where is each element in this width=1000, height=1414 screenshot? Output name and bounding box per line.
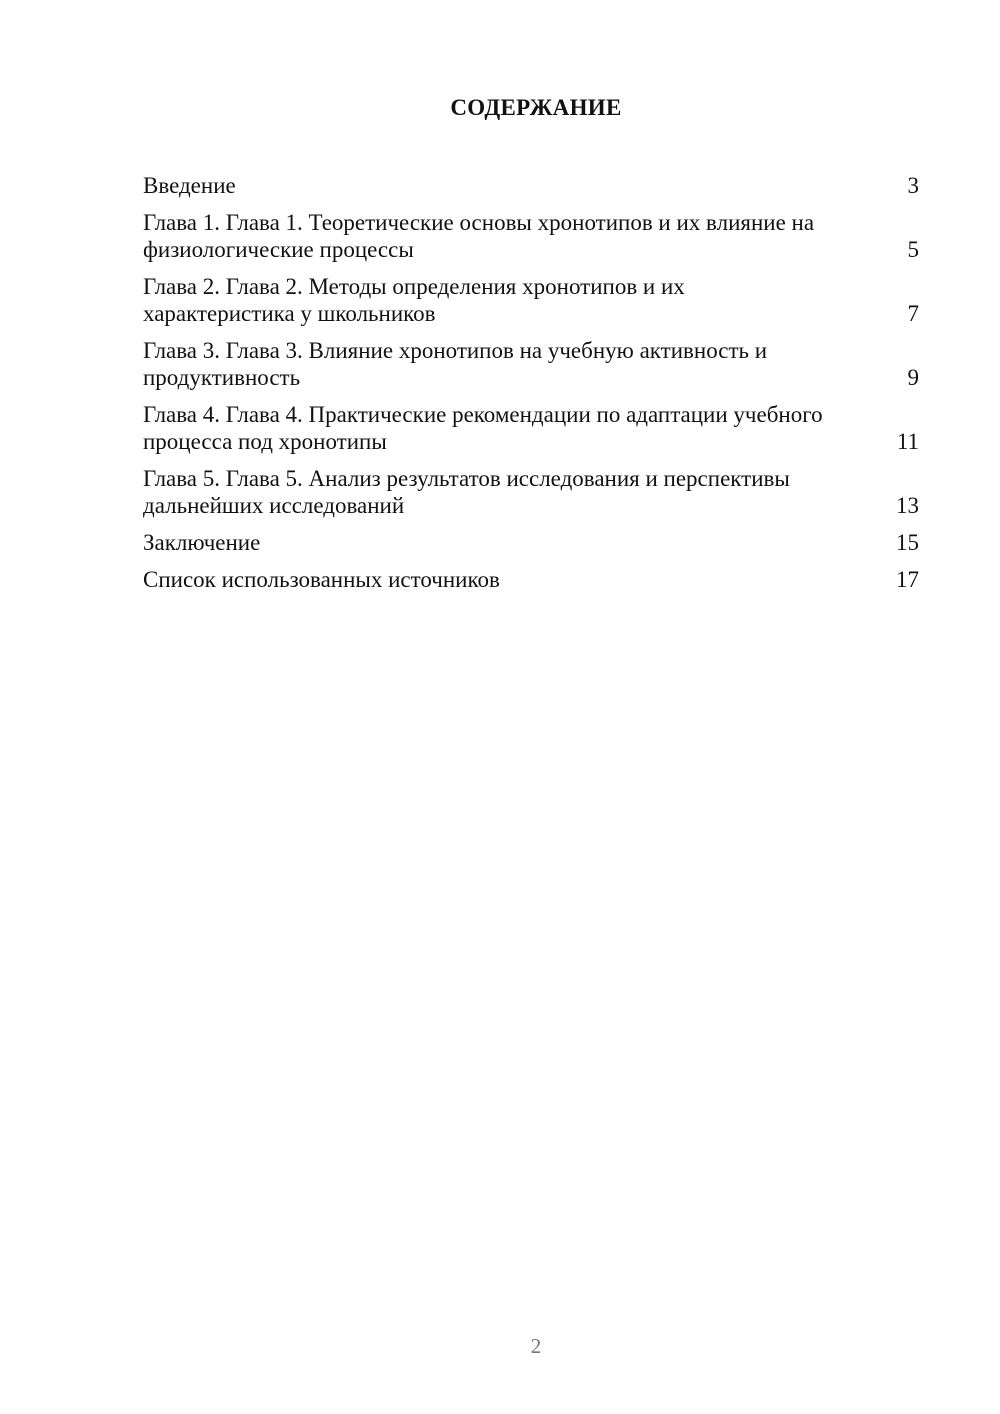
page-number: 2 xyxy=(530,1334,542,1358)
toc-entry-text: Глава 1. Глава 1. Теоретические основы хронотипов и их влияние на физиологические процессы xyxy=(143,210,815,262)
toc-entry-text: Глава 3. Глава 3. Влияние хронотипов на учебную активность и продуктивность xyxy=(143,338,768,390)
toc-entry-text: Глава 4. Глава 4. Практические рекомендации по адаптации учебного процесса под хронотипы xyxy=(143,402,823,454)
toc-entry-page: 11 xyxy=(896,429,919,454)
toc-entry-chapter-1 xyxy=(143,209,919,263)
toc-entry-text: Список использованных источников xyxy=(143,567,500,592)
toc-entry-text: Глава 2. Глава 2. Методы определения хронотипов и их характеристика у школьников xyxy=(143,274,685,326)
toc-entry-conclusion xyxy=(143,529,919,556)
toc-entry-chapter-3 xyxy=(143,337,919,391)
toc-entry-page: 13 xyxy=(896,493,919,518)
toc-entry-page: 3 xyxy=(907,173,919,198)
toc-entry-introduction xyxy=(143,172,919,199)
toc-entry-chapter-4 xyxy=(143,401,919,455)
toc-entry-page: 15 xyxy=(896,530,919,555)
toc-entry-page: 17 xyxy=(896,567,919,592)
page-title: СОДЕРЖАНИЕ xyxy=(450,95,622,120)
toc-entry-text: Заключение xyxy=(143,530,261,555)
toc-entry-chapter-5 xyxy=(143,465,919,519)
toc-entry-page: 9 xyxy=(907,365,919,390)
table-of-contents xyxy=(143,172,919,603)
toc-entry-text: Глава 5. Глава 5. Анализ результатов исследования и перспективы дальнейших исследований xyxy=(143,466,790,518)
toc-entry-text: Введение xyxy=(143,173,236,198)
toc-entry-references xyxy=(143,566,919,593)
toc-entry-chapter-2 xyxy=(143,273,919,327)
toc-entry-page: 7 xyxy=(907,301,919,326)
toc-entry-page: 5 xyxy=(907,237,919,262)
